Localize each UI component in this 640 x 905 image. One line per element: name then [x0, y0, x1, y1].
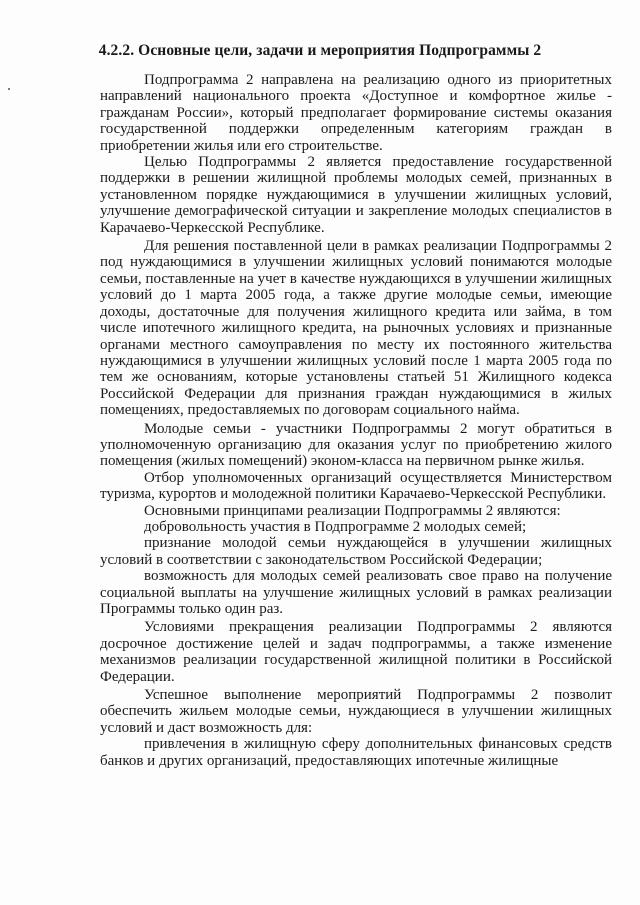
- paragraph: Основными принципами реализации Подпрограммы 2 являются:: [144, 502, 561, 519]
- paragraph: Целью Подпрограммы 2 является предоставление государственной поддержки в решении жилищной проблемы молодых семей, признанных в установленном порядке нуждающимися в улучшении жилищных условий, улучшение демографической ситуации и закрепление молодых специалистов в Карачаево-Черкесской Республике.: [100, 154, 612, 236]
- paragraph: Молодые семьи - участники Подпрограммы 2 могут обратиться в уполномоченную организацию для оказания услуг по приобретению жилого помещения (жилых помещений) эконом-класса на первичном рынке жилья.: [100, 420, 612, 470]
- paragraph: Подпрограмма 2 направлена на реализацию одного из приоритетных направлений национального проекта «Доступное и комфортное жилье - гражданам России», который предполагает формирование системы оказания государственной поддержки определенным категориям граждан в приобретении жилья или его строительстве.: [100, 72, 612, 154]
- paragraph: Отбор уполномоченных организаций осуществляется Министерством туризма, курортов и молодежной политики Карачаево-Черкесской Республики.: [100, 469, 612, 503]
- scan-speck: [8, 88, 10, 90]
- paragraph: привлечения в жилищную сферу дополнительных финансовых средств банков и других организаций, предоставляющих ипотечные жилищные: [100, 736, 612, 769]
- paragraph: признание молодой семьи нуждающейся в улучшении жилищных условий в соответствии с законодательством Российской Федерации;: [100, 535, 612, 568]
- section-heading: 4.2.2. Основные цели, задачи и мероприятия Подпрограммы 2: [98, 42, 542, 59]
- paragraph: добровольность участия в Подпрограмме 2 молодых семей;: [144, 518, 527, 535]
- document-body: [100, 72, 612, 769]
- paragraph: Условиями прекращения реализации Подпрограммы 2 являются досрочное достижение целей и задач подпрограммы, а также изменение механизмов реализации государственной жилищной политики в Российской Федерации.: [100, 619, 612, 685]
- paragraph: Для решения поставленной цели в рамках реализации Подпрограммы 2 под нуждающимися в улучшении жилищных условий понимаются молодые семьи, поставленные на учет в качестве нуждающихся в улучшении жилищных условий до 1 марта 2005 года, а также другие молодые семьи, имеющие доходы, достаточные для получения жилищного кредита или займа, в том числе ипотечного жилищного кредита, на рыночных условиях и признанные органами местного самоуправления по месту их постоянного жительства нуждающимися в улучшении жилищных условий после 1 марта 2005 года по тем же основаниям, которые установлены статьей 51 Жилищного кодекса Российской Федерации для признания граждан нуждающимися в жилых помещениях, предоставляемых по договорам социального найма.: [100, 238, 612, 419]
- paragraph: Успешное выполнение мероприятий Подпрограммы 2 позволит обеспечить жильем молодые семьи, нуждающиеся в улучшении жилищных условий и даст возможность для:: [100, 687, 612, 736]
- paragraph: возможность для молодых семей реализовать свое право на получение социальной выплаты на улучшение жилищных условий в рамках реализации Программы только один раз.: [100, 568, 612, 617]
